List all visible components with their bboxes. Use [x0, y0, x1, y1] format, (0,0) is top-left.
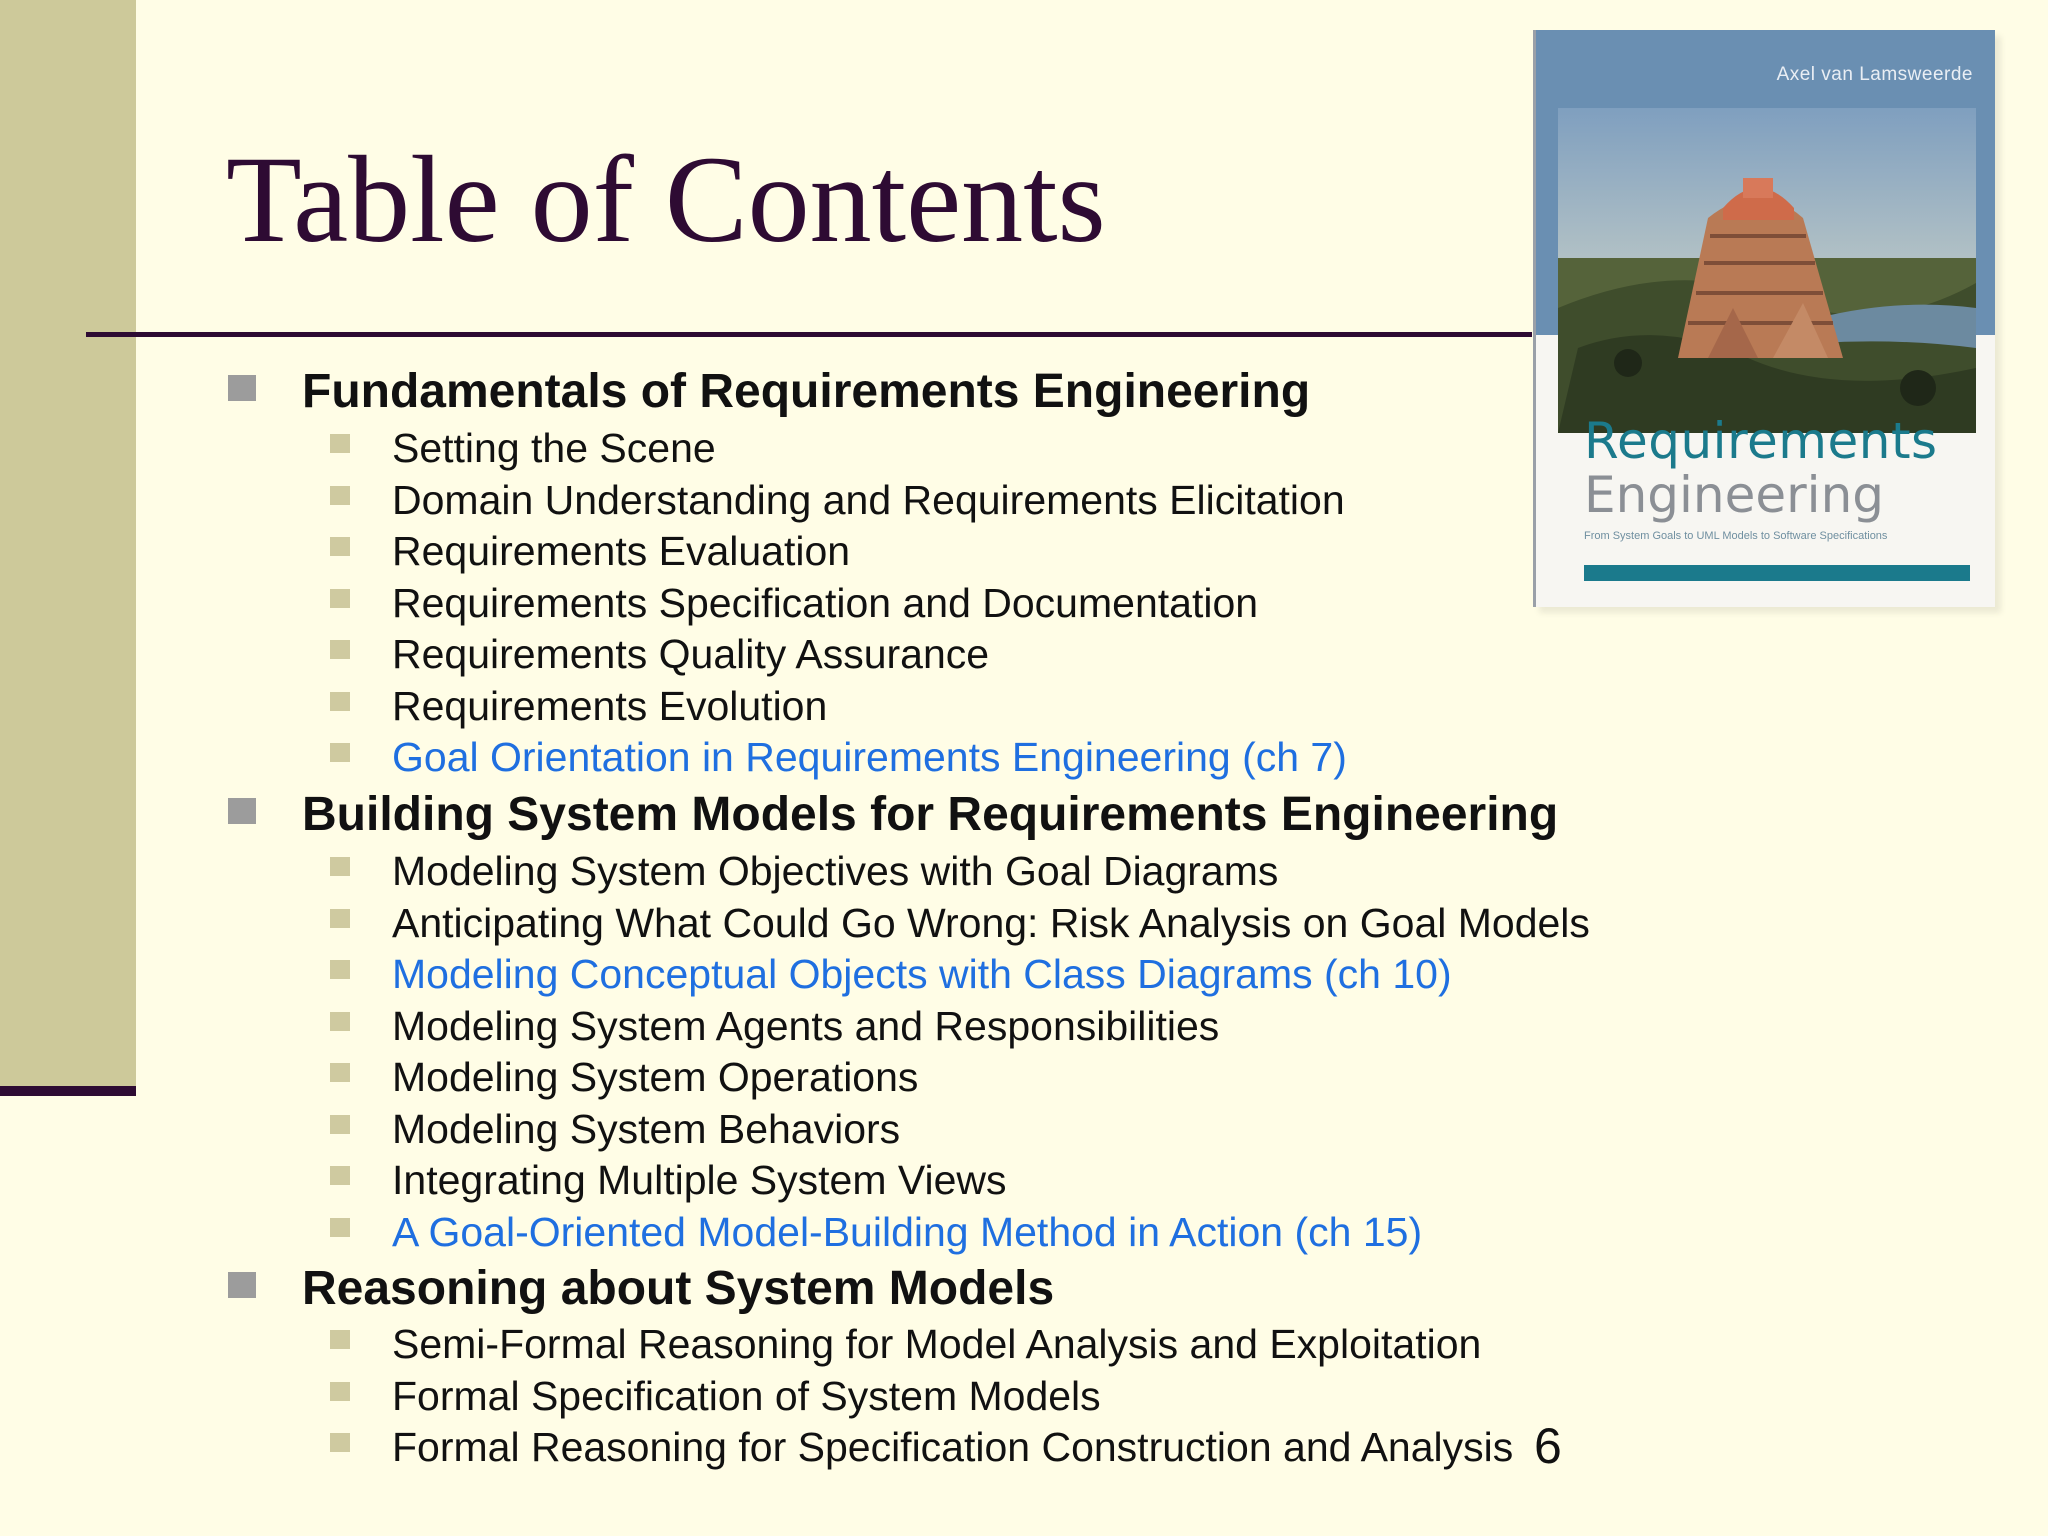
toc-item-text: A Goal-Oriented Model-Building Method in Action (ch 15): [392, 1208, 1423, 1255]
toc-chapter: [392, 680, 827, 732]
bullet-icon: [330, 486, 350, 505]
tower-of-babel-painting: [1558, 108, 1976, 433]
book-author: Axel van Lamsweerde: [1776, 64, 1973, 85]
bullet-icon: [330, 1012, 350, 1031]
bullet-icon: [330, 743, 350, 762]
book-cover-band: [1584, 565, 1970, 581]
toc-chapter: [392, 1154, 1007, 1206]
page-number: 6: [1534, 1418, 1562, 1474]
bullet-icon: [330, 692, 350, 711]
toc-chapter: [392, 577, 1258, 629]
bullet-icon: [330, 1382, 350, 1401]
toc-section: [302, 362, 1310, 422]
toc-chapter: [392, 1000, 1219, 1052]
bullet-icon: [228, 1272, 256, 1298]
toc-item-text: Anticipating What Could Go Wrong: Risk Analysis on Goal Models: [392, 899, 1590, 946]
toc-chapter: [392, 525, 850, 577]
toc-chapter: [392, 1103, 900, 1155]
left-accent-rule: [0, 1086, 136, 1096]
toc-item-text: Modeling System Operations: [392, 1054, 919, 1100]
toc-chapter-link[interactable]: [392, 1206, 1422, 1258]
bullet-icon: [330, 960, 350, 979]
book-subtitle: From System Goals to UML Models to Software Specifications: [1584, 530, 1888, 542]
toc-chapter: [392, 1370, 1101, 1422]
slide-title: Table of Contents: [226, 131, 1106, 268]
toc-item-text: Requirements Quality Assurance: [392, 631, 990, 677]
toc-item-text: Modeling System Objectives with Goal Diagrams: [392, 848, 1279, 894]
toc-item-text: Setting the Scene: [392, 425, 716, 471]
bullet-icon: [330, 1330, 350, 1349]
bullet-icon: [228, 375, 256, 401]
bullet-icon: [228, 798, 256, 824]
toc-section: [302, 1259, 1054, 1319]
toc-chapter: [392, 1318, 1481, 1370]
book-cover-image: [1533, 30, 1995, 607]
toc-item-text: Requirements Specification and Documentation: [392, 579, 1259, 626]
left-accent-bar: [0, 0, 136, 1086]
bullet-icon: [330, 1115, 350, 1134]
book-title-line2: Engineering: [1584, 466, 1884, 524]
toc-chapter-link[interactable]: [392, 731, 1347, 783]
toc-item-text: Modeling Conceptual Objects with Class Diagrams (ch 10): [392, 951, 1452, 997]
bullet-icon: [330, 1063, 350, 1082]
bullet-icon: [330, 434, 350, 453]
toc-chapter: [392, 897, 1590, 949]
toc-chapter: [392, 1051, 918, 1103]
toc-chapter: [392, 845, 1278, 897]
toc-item-text: Semi-Formal Reasoning for Model Analysis and Exploitation: [392, 1321, 1482, 1367]
book-title-line1: Requirements: [1584, 412, 1938, 470]
toc-item-text: Integrating Multiple System Views: [392, 1157, 1007, 1203]
bullet-icon: [330, 909, 350, 928]
bullet-icon: [330, 1218, 350, 1237]
toc-chapter: [392, 1421, 1513, 1473]
title-divider: [86, 332, 1532, 337]
toc-chapter: [392, 628, 989, 680]
toc-item-text: Modeling System Agents and Responsibilities: [392, 1002, 1220, 1049]
bullet-icon: [330, 589, 350, 608]
toc-item-text: Formal Reasoning for Specification Construction and Analysis: [392, 1424, 1514, 1470]
toc-chapter: [392, 422, 716, 474]
toc-item-text: Goal Orientation in Requirements Engineering (ch 7): [392, 734, 1347, 780]
toc-item-text: Building System Models for Requirements Engineering: [302, 788, 1559, 841]
toc-item-text: Domain Understanding and Requirements Elicitation: [392, 476, 1345, 523]
toc-item-text: Modeling System Behaviors: [392, 1105, 901, 1152]
bullet-icon: [330, 1166, 350, 1185]
toc-item-text: Reasoning about System Models: [302, 1262, 1055, 1315]
bullet-icon: [330, 1433, 350, 1452]
toc-item-text: Fundamentals of Requirements Engineering: [302, 365, 1311, 418]
bullet-icon: [330, 537, 350, 556]
toc-item-text: Requirements Evolution: [392, 682, 828, 729]
bullet-icon: [330, 857, 350, 876]
toc-item-text: Formal Specification of System Models: [392, 1372, 1101, 1419]
toc-item-text: Requirements Evaluation: [392, 528, 851, 574]
toc-chapter-link[interactable]: [392, 948, 1452, 1000]
toc-chapter: [392, 474, 1345, 526]
toc-section: [302, 785, 1558, 845]
bullet-icon: [330, 640, 350, 659]
